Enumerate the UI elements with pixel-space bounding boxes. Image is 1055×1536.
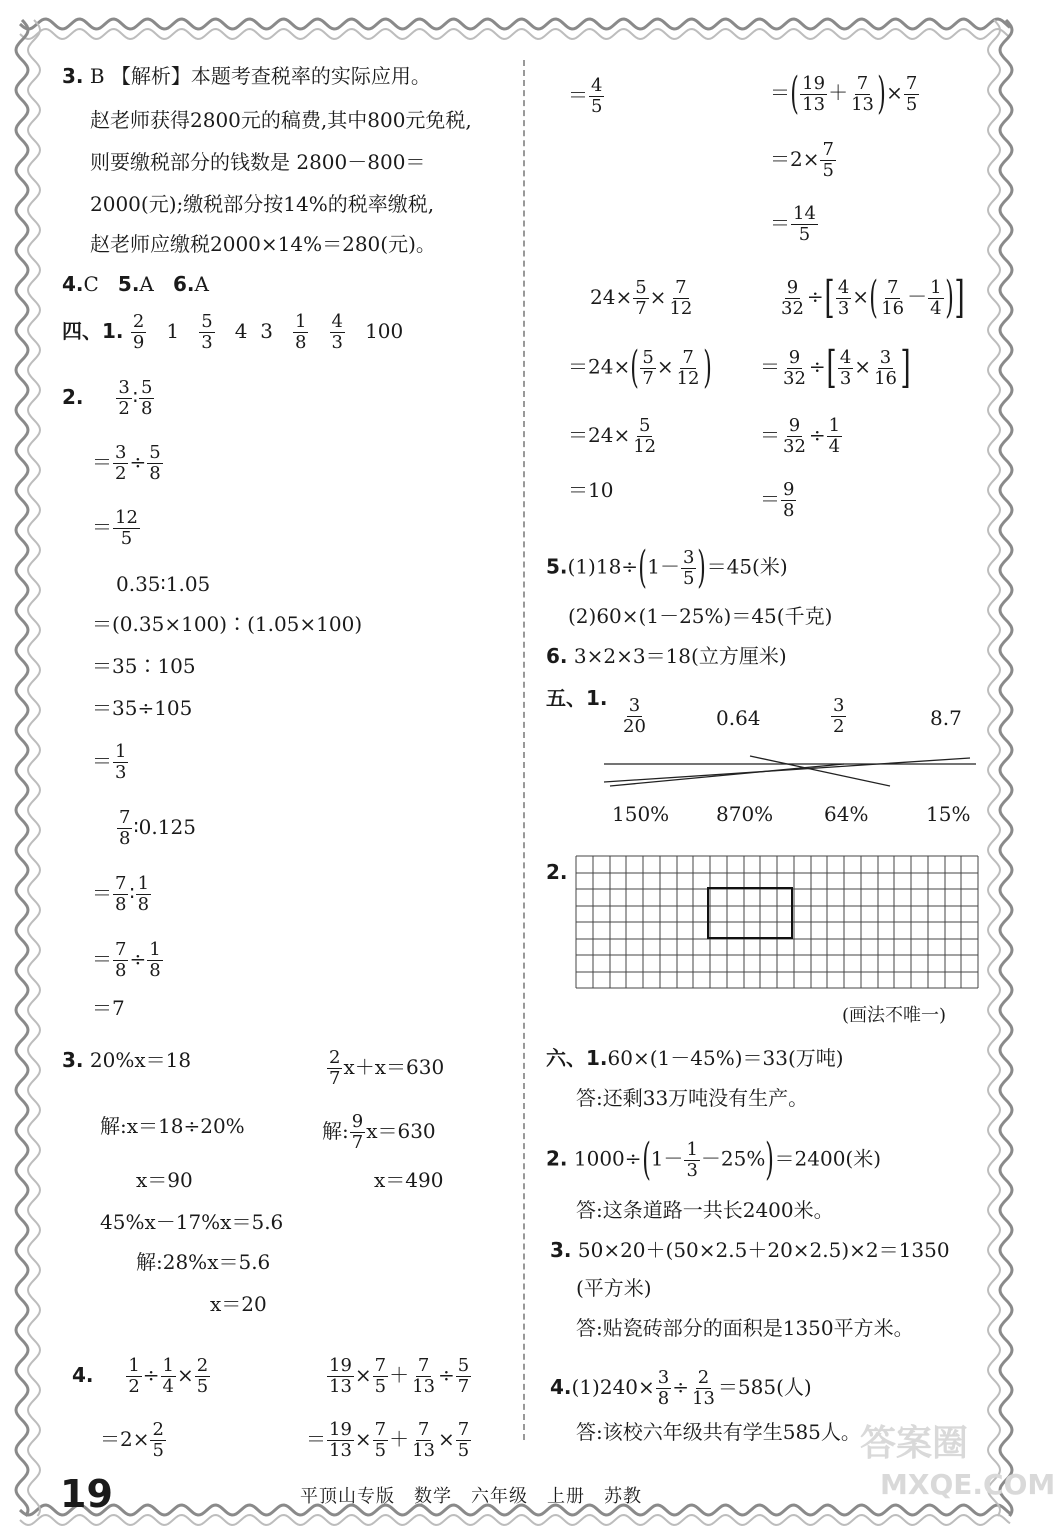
q3-eq-2-step: x＝490 xyxy=(374,1168,444,1192)
q3-line3: 则要缴税部分的钱数是 2800－800＝ xyxy=(90,150,426,174)
q4-calc-3-step: ＝24× $\frac{5}{12}$ xyxy=(568,415,657,457)
q2-step: ＝ $\frac{12}{5}$ xyxy=(92,507,138,549)
q2-step: ＝35÷105 xyxy=(92,696,193,720)
q3-eq-3-step: 解:28%x＝5.6 xyxy=(136,1250,271,1274)
q6: 6. 3×2×3＝18(立方厘米) xyxy=(546,644,787,668)
match-bottom-3: 64% xyxy=(824,802,869,826)
fraction: $\frac{4}{3}$ xyxy=(331,311,343,353)
watermark-logo: 答案圈 xyxy=(860,1423,969,1464)
section-5-q2: 2. xyxy=(546,860,568,884)
match-bottom-1: 150% xyxy=(612,802,670,826)
q2-step: ＝(0.35×100)∶(1.05×100) xyxy=(92,612,363,636)
section-6-q1: 六、1.60×(1－45%)＝33(万吨) xyxy=(546,1046,844,1070)
q2-step: ＝ $\frac{1}{3}$ xyxy=(92,741,127,783)
q4-calc-2: $\frac{19}{13}$ × $\frac{7}{5}$ ＋ $\frac{7}{13}$ ÷ $\frac{5}{7}$ xyxy=(329,1355,470,1397)
q3-eq-1-step: 解:x＝18÷20% xyxy=(100,1114,245,1138)
match-top-4: 8.7 xyxy=(930,706,962,730)
q3-line5: 赵老师应缴税2000×14%＝280(元)。 xyxy=(90,232,436,256)
section-6-q4: 4.(1)240× $\frac{3}{8}$ ÷ $\frac{2}{13}$ ＝585(人) xyxy=(550,1367,812,1409)
footer-text: 平顶山专版 数学 六年级 上册 苏教 xyxy=(300,1486,642,1507)
q3-eq-1-step: x＝90 xyxy=(136,1168,193,1192)
q4-calc-1-step: ＝2× $\frac{2}{5}$ xyxy=(100,1419,164,1461)
q2-step: ＝35∶105 xyxy=(92,654,196,678)
match-top-3: $\frac{3}{2}$ xyxy=(833,695,845,737)
section-4-q1: 四、1. $\frac{2}{9}$ 1 $\frac{5}{3}$ 4 3 $\frac{1}{8}$ $\frac{4}{3}$ 100 xyxy=(62,311,404,353)
q4-calc-2-step: ＝ $\frac{19}{13}$ × $\frac{7}{5}$ ＋ $\frac{7}{13}$ × $\frac{7}{5}$ xyxy=(306,1419,470,1461)
grid-note: (画法不唯一) xyxy=(842,1005,947,1026)
section-6-q3: 3. 50×20＋(50×2.5＋20×2.5)×2＝1350 xyxy=(550,1238,950,1262)
column-divider xyxy=(523,60,525,1440)
q2-step: ＝ $\frac{7}{8}$ ∶ $\frac{1}{8}$ xyxy=(92,873,150,915)
q3-eq-2-step: 解: $\frac{9}{7}$ x＝630 xyxy=(322,1111,436,1153)
fraction: $\frac{1}{8}$ xyxy=(295,311,307,353)
q3-unit: (平方米) xyxy=(576,1276,652,1300)
watermark-url: MXQE.COM xyxy=(880,1468,1055,1501)
page-number: 19 xyxy=(60,1472,113,1516)
q3-eq-1: 3. 20%x＝18 xyxy=(62,1048,192,1072)
q3-line1: 3. B 【解析】本题考查税率的实际应用。 xyxy=(62,64,431,88)
q3-eq-3: 45%x－17%x＝5.6 xyxy=(100,1210,284,1234)
fraction: $\frac{5}{3}$ xyxy=(201,311,213,353)
q4-calc-2-step: ＝2× $\frac{7}{5}$ xyxy=(770,139,834,181)
q4-calc-4: $\frac{9}{32}$ ÷[ $\frac{4}{3}$ ×( $\frac{7}{16}$ － $\frac{1}{4}$ )] xyxy=(781,272,965,323)
q4-calc-3-result: ＝10 xyxy=(568,478,614,502)
q4-calc-3-step: ＝24×( $\frac{5}{7}$ × $\frac{7}{12}$ ) xyxy=(568,342,712,393)
matching-lines xyxy=(600,750,980,800)
q3-eq-3-step: x＝20 xyxy=(210,1292,267,1316)
answer-1: 答:还剩33万吨没有生产。 xyxy=(576,1086,809,1110)
match-bottom-2: 870% xyxy=(716,802,774,826)
q2-step: ＝ $\frac{7}{8}$ ÷ $\frac{1}{8}$ xyxy=(92,939,161,981)
q4-calc-4-result: ＝ $\frac{9}{8}$ xyxy=(760,479,795,521)
q3-line2: 赵老师获得2800元的稿费,其中800元免税, xyxy=(90,108,472,132)
q3-line4: 2000(元);缴税部分按14%的税率缴税, xyxy=(90,192,435,216)
match-top-2: 0.64 xyxy=(716,706,761,730)
q5-part1: 5.(1)18÷(1－ $\frac{3}{5}$ )＝45(米) xyxy=(546,542,788,593)
q2-ratio-1: 2. $\frac{3}{2}$ ∶ $\frac{5}{8}$ xyxy=(62,377,153,419)
section-5-q1: 五、1. xyxy=(546,686,608,710)
answer-3: 答:贴瓷砖部分的面积是1350平方米。 xyxy=(576,1316,914,1340)
q4-calc-3: 24× $\frac{5}{7}$ × $\frac{7}{12}$ xyxy=(590,277,693,319)
q5-part2: (2)60×(1－25%)＝45(千克) xyxy=(568,604,833,628)
q3-eq-2: $\frac{2}{7}$ x＋x＝630 xyxy=(329,1047,445,1089)
drawing-grid xyxy=(575,855,979,989)
q4-calc-2-result: ＝ $\frac{14}{5}$ xyxy=(770,203,816,245)
match-top-1: $\frac{3}{20}$ xyxy=(623,695,646,737)
q2-ratio-2: 0.35∶1.05 xyxy=(116,572,211,596)
q4-calc-1: 4. $\frac{1}{2}$ ÷ $\frac{1}{4}$ × $\frac{2}{5}$ xyxy=(72,1355,209,1397)
q4-calc-4-step: ＝ $\frac{9}{32}$ ÷[ $\frac{4}{3}$ × $\frac{3}{16}$ ] xyxy=(760,342,911,393)
section-6-q2: 2. 1000÷(1－ $\frac{1}{3}$ －25%)＝2400(米) xyxy=(546,1134,882,1185)
q456-line: 4.C 5.A 6.A xyxy=(62,272,209,296)
q2-ratio-3: $\frac{7}{8}$ ∶0.125 xyxy=(119,807,196,849)
fraction: $\frac{2}{9}$ xyxy=(132,311,145,353)
q2-step: ＝ $\frac{3}{2}$ ÷ $\frac{5}{8}$ xyxy=(92,442,161,484)
q2-step: ＝7 xyxy=(92,996,125,1020)
answer-4: 答:该校六年级共有学生585人。 xyxy=(576,1420,861,1444)
q4-calc-2-step: ＝( $\frac{19}{13}$ ＋ $\frac{7}{13}$ )× $\frac{7}{5}$ xyxy=(770,68,918,119)
answer-2: 答:这条道路一共长2400米。 xyxy=(576,1198,834,1222)
q4-calc-4-step: ＝ $\frac{9}{32}$ ÷ $\frac{1}{4}$ xyxy=(760,415,841,457)
match-bottom-4: 15% xyxy=(926,802,971,826)
drawn-rectangle xyxy=(708,888,792,938)
q4-calc-1-result: ＝ $\frac{4}{5}$ xyxy=(568,75,603,117)
